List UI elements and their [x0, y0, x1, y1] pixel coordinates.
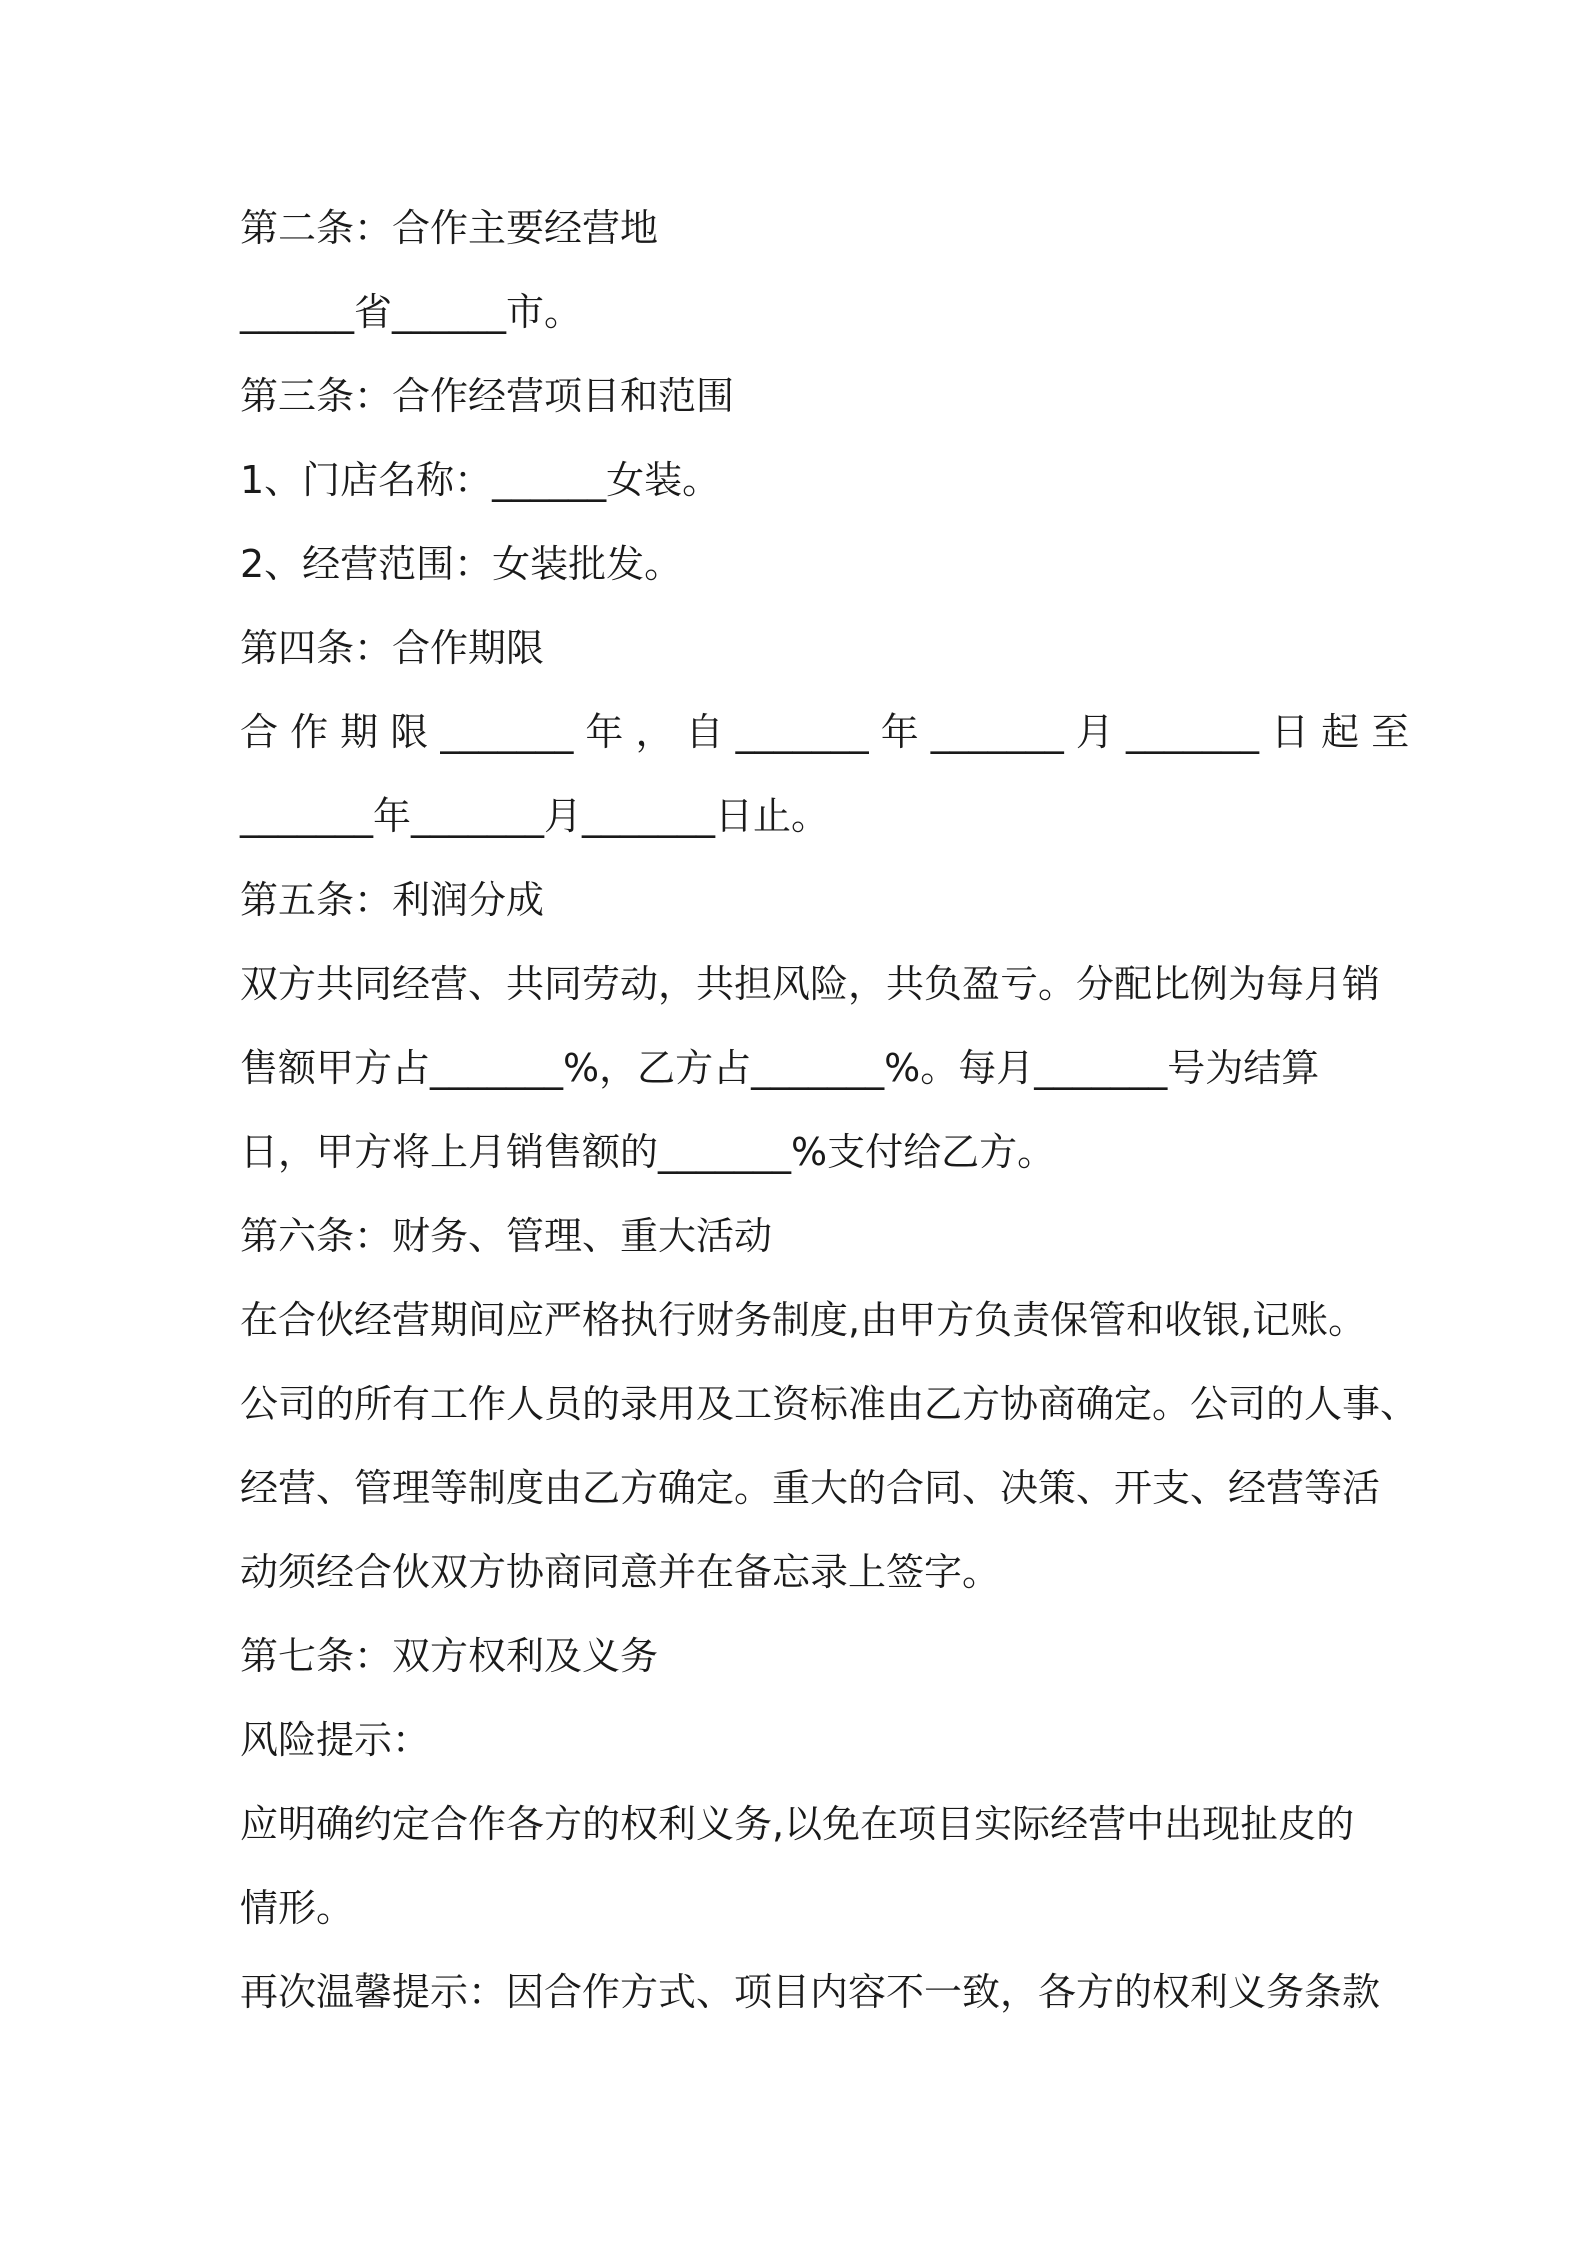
article-3-heading: 第三条：合作经营项目和范围 [240, 374, 735, 418]
finance-paragraph-line-4: 动须经合伙双方协商同意并在备忘录上签字。 [240, 1550, 1001, 1594]
profit-paragraph-line-2: 售额甲方占_______%，乙方占_______%。每月_______号为结算 [240, 1046, 1320, 1090]
article-5-heading: 第五条：利润分成 [240, 878, 545, 922]
article-2-location-line: ______省______市。 [240, 290, 583, 334]
finance-paragraph-line-2: 公司的所有工作人员的录用及工资标准由乙方协商确定。公司的人事、 [240, 1382, 1419, 1426]
reminder-line: 再次温馨提示：因合作方式、项目内容不一致，各方的权利义务条款 [240, 1970, 1381, 2014]
profit-paragraph-line-3: 日，甲方将上月销售额的_______%支付给乙方。 [240, 1130, 1056, 1174]
profit-paragraph-line-1: 双方共同经营、共同劳动，共担风险，共负盈亏。分配比例为每月销 [240, 962, 1381, 1006]
risk-tip-line-2: 情形。 [240, 1886, 355, 1930]
finance-paragraph-line-1: 在合伙经营期间应严格执行财务制度,由甲方负责保管和收银,记账。 [240, 1298, 1367, 1342]
article-7-heading: 第七条：双方权利及义务 [240, 1634, 659, 1678]
term-line-1: 合 作 期 限 _______ 年 ， 自 _______ 年 _______ 月 _______ 日 起 至 [240, 710, 1410, 754]
risk-tip-line-1: 应明确约定合作各方的权利义务,以免在项目实际经营中出现扯皮的 [240, 1802, 1355, 1846]
article-6-heading: 第六条：财务、管理、重大活动 [240, 1214, 773, 1258]
business-scope-line: 2、经营范围：女装批发。 [240, 542, 683, 586]
store-name-line: 1、门店名称：______女装。 [240, 458, 721, 502]
article-2-heading: 第二条：合作主要经营地 [240, 206, 659, 250]
finance-paragraph-line-3: 经营、管理等制度由乙方确定。重大的合同、决策、开支、经营等活 [240, 1466, 1381, 1510]
term-line-2: _______年_______月_______日止。 [240, 794, 830, 838]
article-4-heading: 第四条：合作期限 [240, 626, 545, 670]
risk-tip-label: 风险提示： [240, 1718, 431, 1762]
